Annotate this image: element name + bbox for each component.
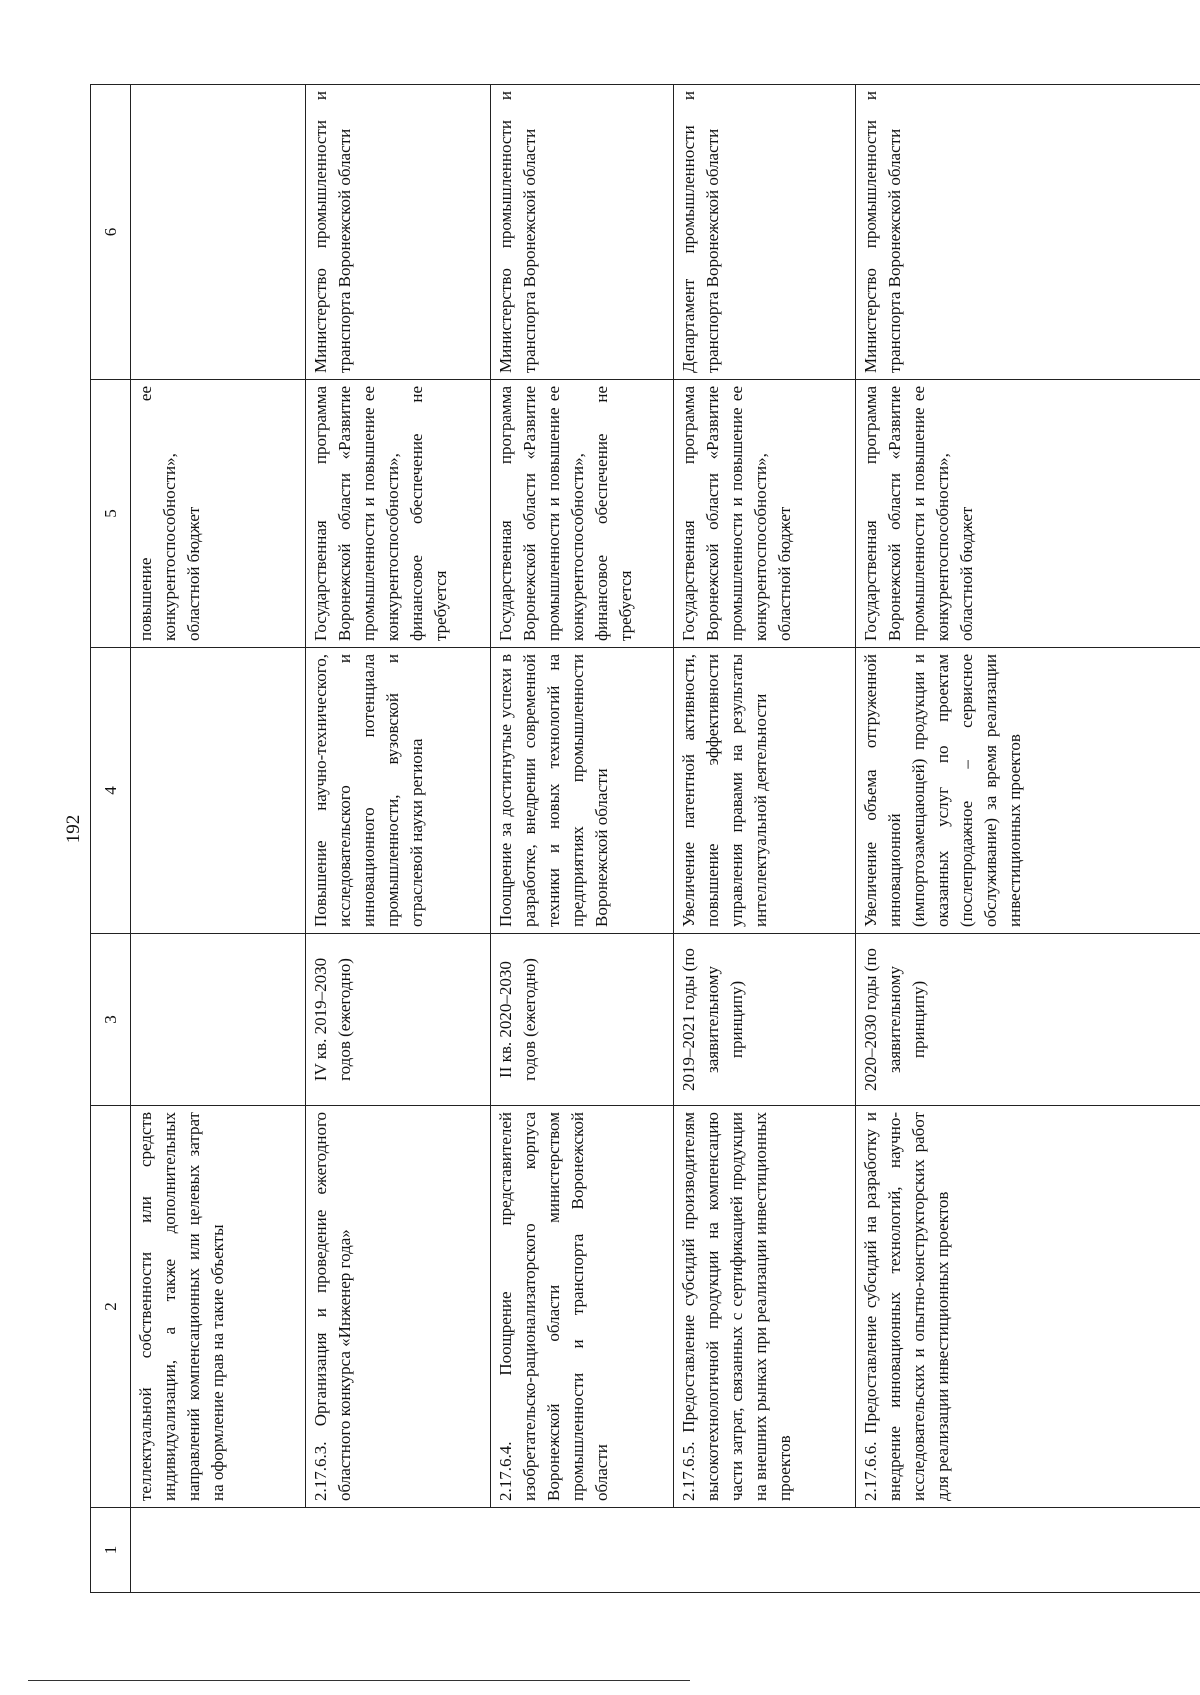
- program-cell: Государственная программа Воронежской области «Развитие промышленности и повышение ее конкурентоспособности», областной бюджет: [674, 380, 856, 648]
- row-number-cell: [131, 1508, 1200, 1593]
- deadline-cell: 2019–2021 годы (по заявительному принципу): [674, 934, 856, 1106]
- deadline-cell: IV кв. 2019–2030 годов (ежегодно): [306, 934, 491, 1106]
- table-row: [674, 85, 856, 1593]
- responsible-cell: Министерство промышленности и транспорта Воронежской области: [856, 85, 1200, 380]
- deadline-cell: [131, 934, 306, 1106]
- measure-cell: 2.17.6.6. Предоставление субсидий на разработку и внедрение инновационных технологий, научно-исследовательских и опытно-конструкторских работ для реализации инвестиционных проектов: [856, 1106, 1200, 1508]
- measures-table: [90, 84, 1200, 1593]
- result-cell: Повышение научно-технического, исследовательского и инновационного потенциала промышленности, вузовской и отраслевой науки региона: [306, 648, 491, 934]
- measure-cell: 2.17.6.4. Поощрение представителей изобретательско-рационализаторского корпуса Воронежской области министерством промышленности и транспорта Воронежской области: [491, 1106, 674, 1508]
- table-row: [491, 85, 674, 1593]
- program-cell: повышение ее конкурентоспособности», областной бюджет: [131, 380, 306, 648]
- responsible-cell: Департамент промышленности и транспорта Воронежской области: [674, 85, 856, 380]
- result-cell: Увеличение патентной активности, повышение эффективности управления правами на результаты интеллектуальной деятельности: [674, 648, 856, 934]
- responsible-cell: Министерство промышленности и транспорта Воронежской области: [491, 85, 674, 380]
- result-cell: Поощрение за достигнутые успехи в разработке, внедрении современной техники и новых технологий на предприятиях промышленности Воронежской области: [491, 648, 674, 934]
- column-header-4: 4: [91, 648, 131, 934]
- column-header-3: 3: [91, 934, 131, 1106]
- measure-cell: 2.17.6.5. Предоставление субсидий производителям высокотехнологичной продукции на компенсацию части затрат, связанных с сертификацией продукции на внешних рынках при реализации инвестиционных проектов: [674, 1106, 856, 1508]
- table-row: [131, 85, 306, 1593]
- table-row: [856, 85, 1200, 1593]
- column-header-1: 1: [91, 1508, 131, 1593]
- measure-cell: теллектуальной собственности или средств индивидуализации, а также дополнительных направлений компенсационных или целевых затрат на оформление прав на такие объекты: [131, 1106, 306, 1508]
- deadline-cell: II кв. 2020–2030 годов (ежегодно): [491, 934, 674, 1106]
- footer-rule: [28, 1680, 690, 1681]
- program-cell: Государственная программа Воронежской области «Развитие промышленности и повышение ее конкурентоспособности», финансовое обеспечение не требуется: [306, 380, 491, 648]
- result-cell: [131, 648, 306, 934]
- column-header-2: 2: [91, 1106, 131, 1508]
- result-cell: Увеличение объема отгруженной инновационной (импортозамещающей) продукции и оказанных услуг по проектам (послепродажное – сервисное обслуживание) за время реализации инвестиционных проектов: [856, 648, 1200, 934]
- column-header-6: 6: [91, 85, 131, 380]
- table-row: [306, 85, 491, 1593]
- responsible-cell: [131, 85, 306, 380]
- program-cell: Государственная программа Воронежской области «Развитие промышленности и повышение ее конкурентоспособности», финансовое обеспечение не требуется: [491, 380, 674, 648]
- rotated-table-container: [90, 85, 1200, 1593]
- program-cell: Государственная программа Воронежской области «Развитие промышленности и повышение ее конкурентоспособности», областной бюджет: [856, 380, 1200, 648]
- header-row: [91, 85, 131, 1593]
- column-header-5: 5: [91, 380, 131, 648]
- responsible-cell: Министерство промышленности и транспорта Воронежской области: [306, 85, 491, 380]
- page-number: 192: [63, 814, 84, 844]
- deadline-cell: 2020–2030 годы (по заявительному принципу): [856, 934, 1200, 1106]
- measure-cell: 2.17.6.3. Организация и проведение ежегодного областного конкурса «Инженер года»: [306, 1106, 491, 1508]
